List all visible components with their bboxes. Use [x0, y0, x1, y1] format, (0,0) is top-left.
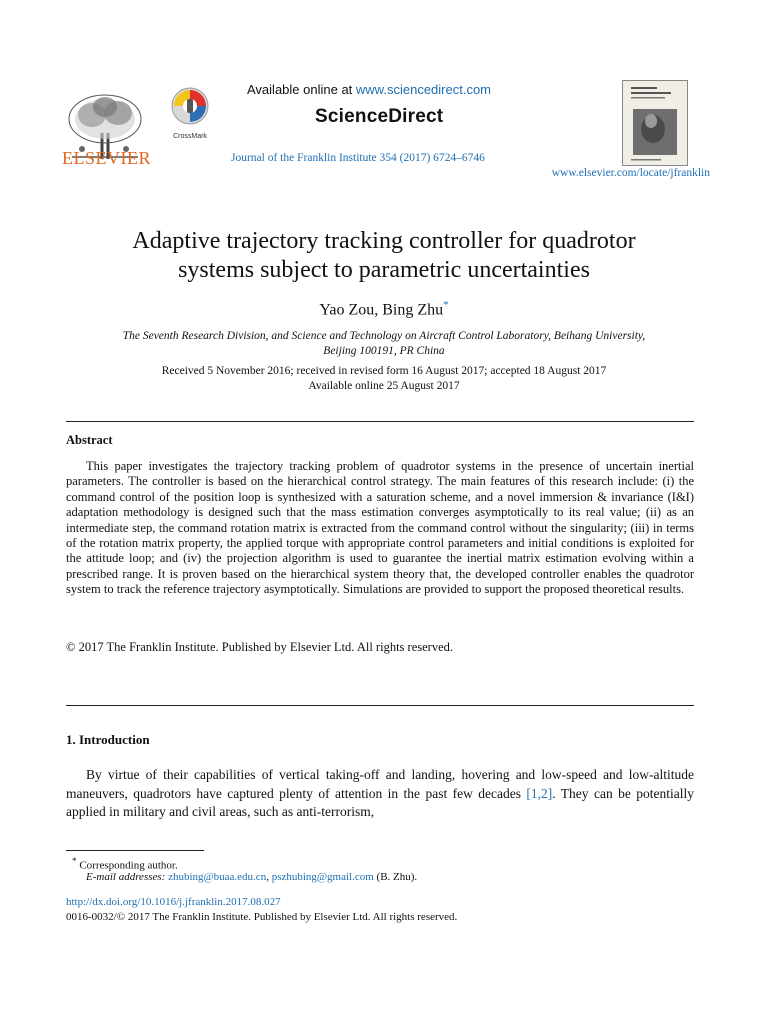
available-online — [247, 82, 491, 97]
email-suffix: (B. Zhu). — [373, 871, 418, 883]
footnote-text: Corresponding author. — [79, 859, 178, 872]
affiliation — [62, 329, 706, 359]
footnote-emails — [86, 871, 417, 883]
email-label: E-mail addresses: — [86, 871, 169, 883]
dates-line-1: Received 5 November 2016; received in revised form 16 August 2017; accepted 18 August 2017 — [161, 365, 607, 377]
sciencedirect-brand: ScienceDirect — [315, 106, 444, 127]
footnote-corresponding — [72, 856, 178, 872]
publisher-name: ELSEVIER — [62, 148, 151, 168]
issn-copyright: 0016-0032/© 2017 The Franklin Institute. Published by Elsevier Ltd. All rights reserved. — [66, 911, 458, 923]
section-heading-introduction: 1. Introduction — [66, 732, 150, 747]
abstract-heading: Abstract — [66, 433, 113, 447]
crossmark-label: CrossMark — [173, 133, 207, 140]
author-list — [0, 299, 768, 319]
email-link-2[interactable]: pszhubing@gmail.com — [271, 871, 374, 883]
citation-link[interactable]: [1,2] — [526, 785, 553, 801]
authors-names: Yao Zou, Bing Zhu — [319, 301, 444, 319]
title-line-2: systems subject to parametric uncertainties — [178, 257, 590, 283]
sciencedirect-link[interactable]: www.sciencedirect.com — [355, 82, 492, 97]
footnote-rule — [66, 850, 204, 851]
abstract-copyright: © 2017 The Franklin Institute. Published by Elsevier Ltd. All rights reserved. — [66, 640, 453, 654]
article-title — [0, 227, 768, 285]
abstract-body: This paper investigates the trajectory tracking problem of quadrotor systems in the presence of uncertain inertial parameters. The controller is based on the hierarchical control strategy. The main features of this research include: (i) the command control of the position loop is synthesized with a saturation scheme, and a novel immersion & invariance (I&I) adaptation methodology is designed such that the mass estimation converges asymptotically to its real value; (ii) as an intermediate step, the command rotation matrix is extracted from the command control without the singularity; (iii) in terms of the rotation matrix property, the applied torque with appropriate control parameters and initial conditions is exploited for the attitude loop; and (iv) the projection algorithm is used to guarantee the inertial matrix estimation evolving within a prescribed range. It is proven based on the hierarchical system theory that, the developed controller enables the quadrotor system to track the reference trajectory asymptotically. Simulations are provided to support the proposed theoretical results. — [66, 459, 694, 597]
affiliation-line-1: The Seventh Research Division, and Science and Technology on Aircraft Control Laboratory, Beihang University, — [122, 330, 646, 342]
journal-url-link[interactable]: www.elsevier.com/locate/jfranklin — [551, 167, 710, 179]
footnote-mark: * — [72, 856, 77, 866]
crossmark-button[interactable] — [168, 86, 212, 142]
intro-text-tail: . They can be potentially applied in military and civil areas, such as anti-terrorism, — [66, 785, 694, 819]
introduction-paragraph — [66, 766, 694, 822]
email-link-1[interactable]: zhubing@buaa.edu.cn — [168, 871, 267, 883]
abstract-bottom-rule — [66, 705, 694, 706]
article-dates — [62, 364, 706, 394]
journal-cover-icon[interactable] — [622, 80, 688, 166]
intro-text: By virtue of their capabilities of vertical taking-off and landing, hovering and low-speed and low-altitude maneuvers, quadrotors have captured plenty of attention in the past few decades — [66, 767, 694, 801]
email-separator: , — [266, 871, 272, 883]
corresponding-author-mark[interactable]: * — [443, 299, 449, 311]
title-line-1: Adaptive trajectory tracking controller for quadrotor — [132, 228, 636, 254]
affiliation-line-2: Beijing 100191, PR China — [323, 345, 445, 357]
dates-line-2: Available online 25 August 2017 — [308, 380, 460, 392]
crossmark-icon — [168, 86, 212, 128]
abstract-top-rule — [66, 421, 694, 422]
journal-citation[interactable]: Journal of the Franklin Institute 354 (2017) 6724–6746 — [231, 152, 485, 164]
available-prefix: Available online at — [247, 82, 356, 97]
doi-link[interactable]: http://dx.doi.org/10.1016/j.jfranklin.2017.08.027 — [66, 896, 281, 908]
